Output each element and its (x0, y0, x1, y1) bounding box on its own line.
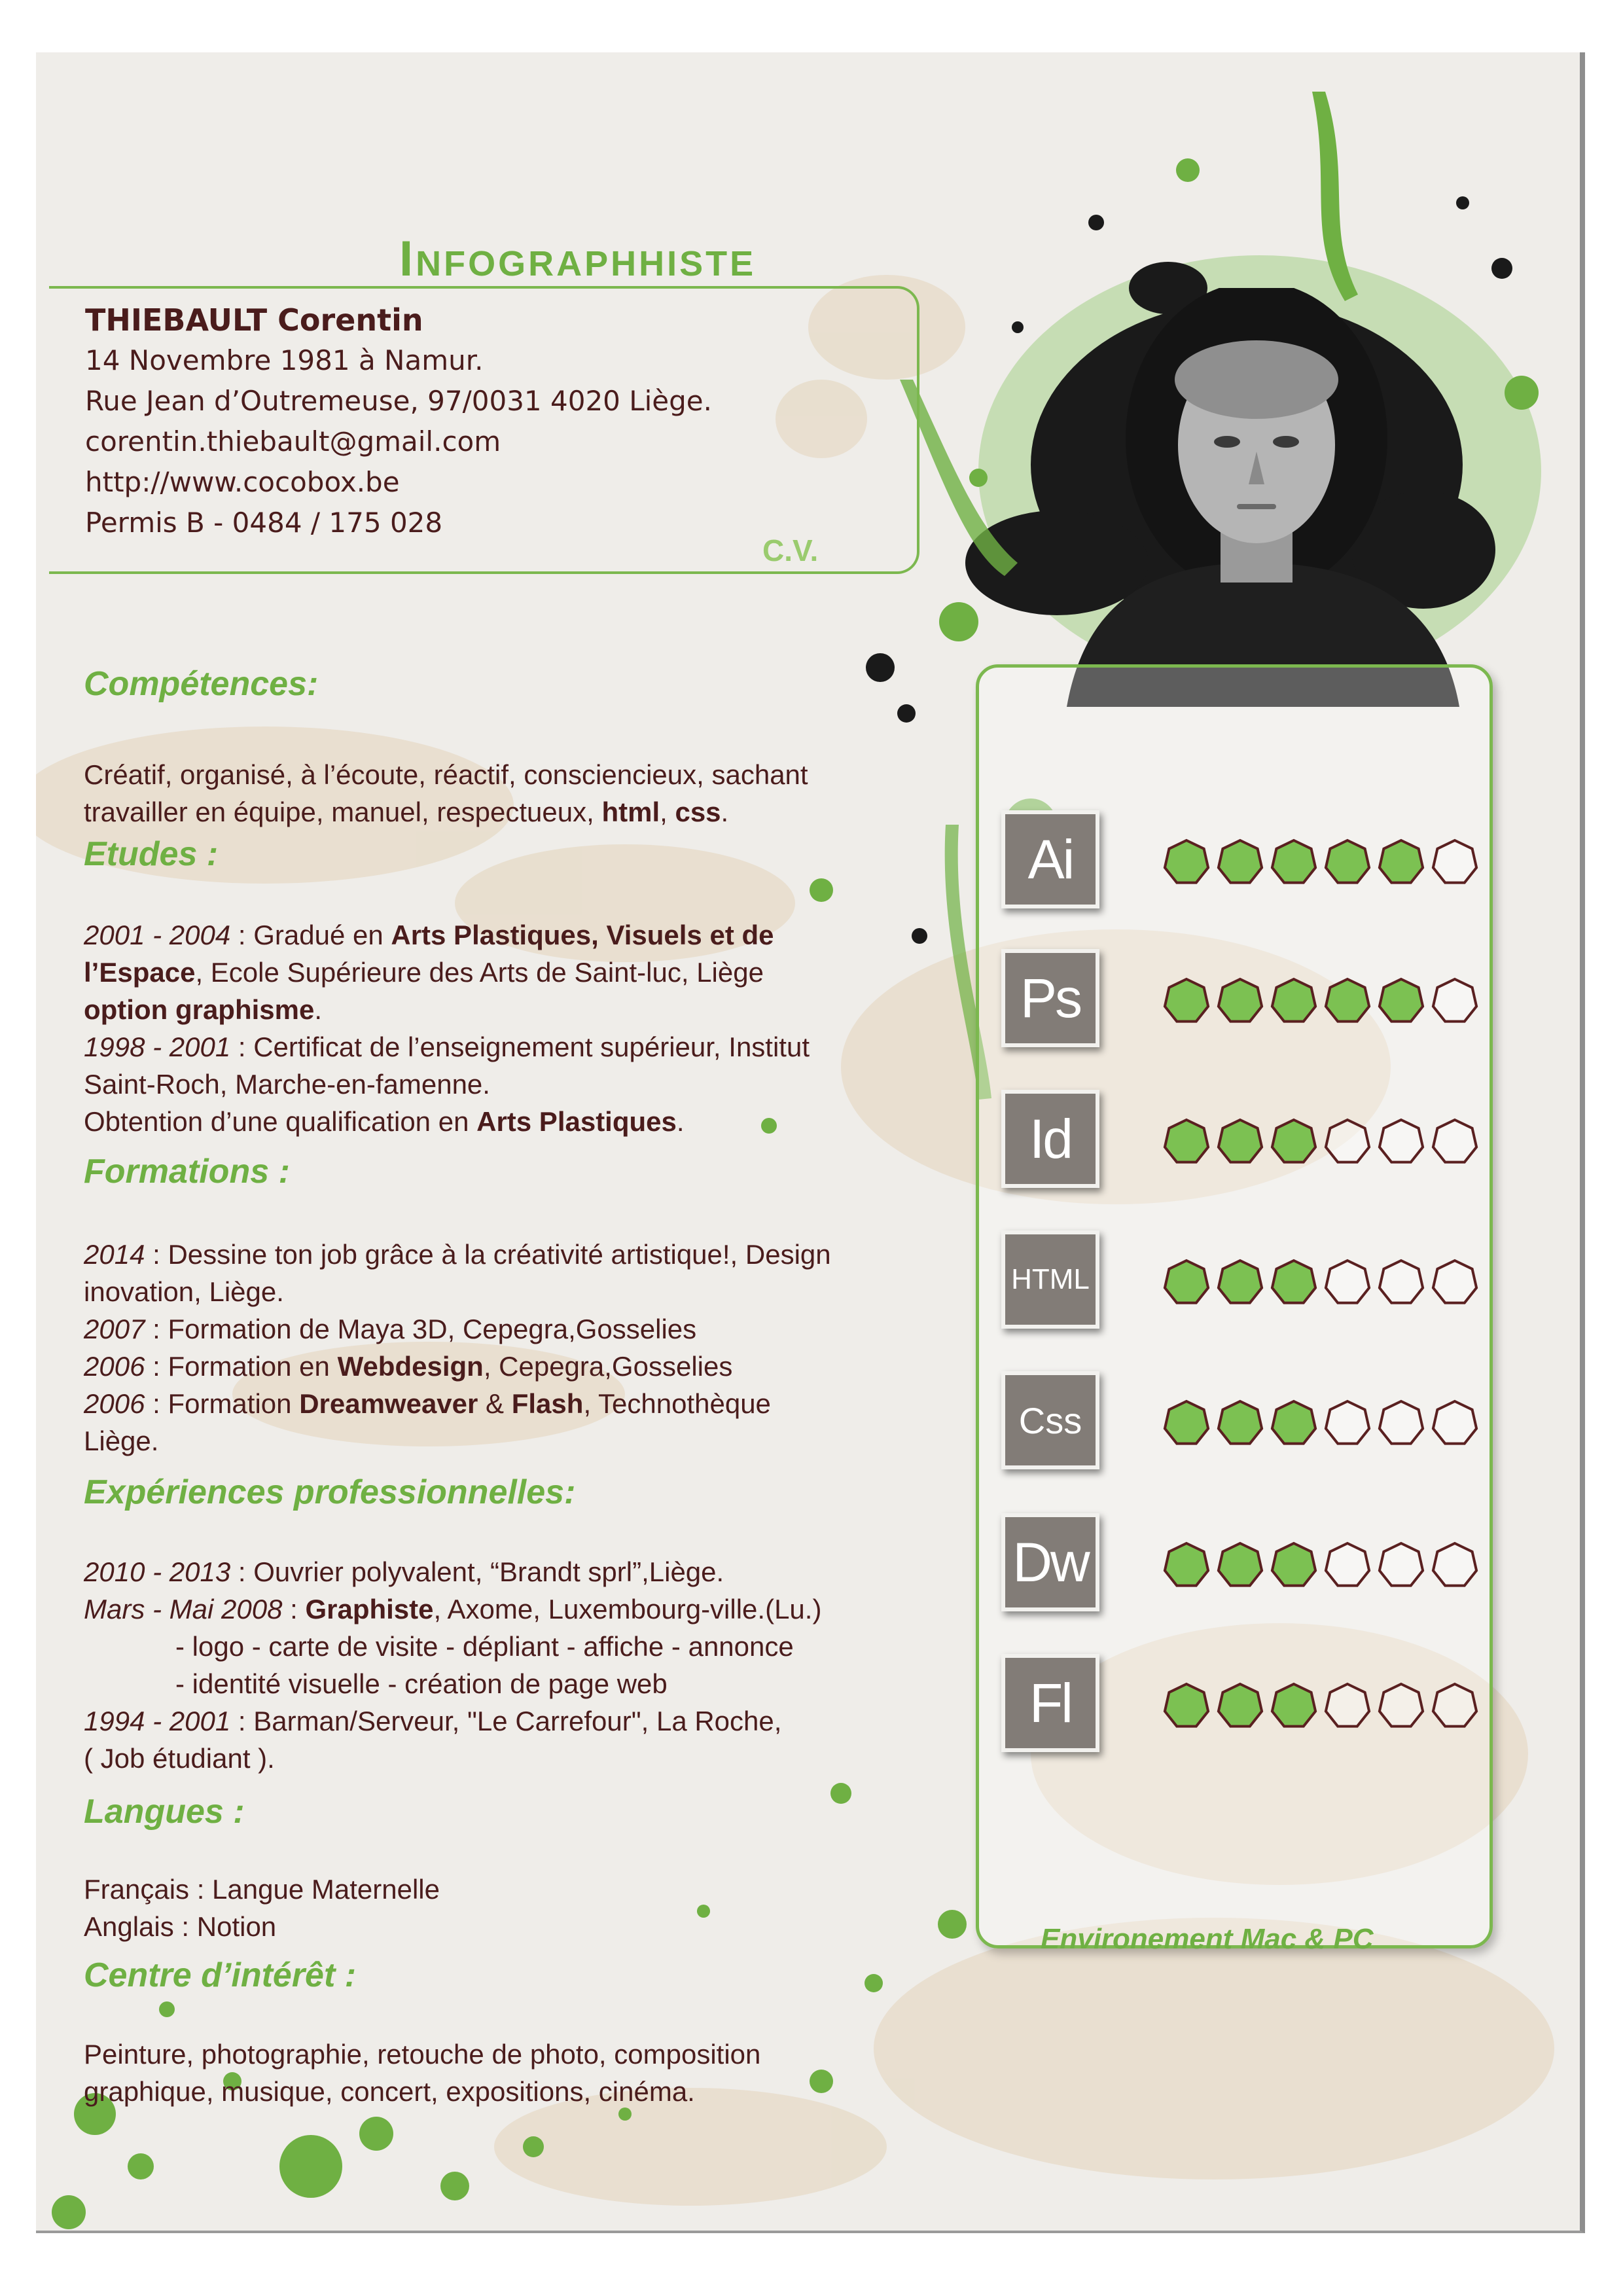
rating-hexagon-empty (1433, 840, 1476, 883)
formation-line (84, 1310, 831, 1348)
rating-hexagon-empty (1380, 1120, 1423, 1162)
birth-info: 14 Novembre 1981 à Namur. (85, 344, 484, 376)
rating-hexagon-filled (1219, 1261, 1262, 1303)
date: 2010 - 2013 (84, 1556, 231, 1587)
formations-title: Formations : (84, 1153, 290, 1191)
rating-hexagon-filled (1165, 1401, 1208, 1444)
experience-line (84, 1590, 821, 1628)
skill-rating (1162, 836, 1482, 889)
rating-hexagon-empty (1433, 1401, 1476, 1444)
date: 2001 - 2004 (84, 920, 231, 950)
date: 2007 (84, 1314, 145, 1344)
formation-line: Liège. (84, 1426, 159, 1456)
text: , (660, 797, 675, 827)
rating-hexagon-filled (1326, 979, 1369, 1022)
text-bold: Arts Plastiques, Visuels et de (391, 920, 774, 950)
experiences-title: Expériences professionnelles: (84, 1473, 576, 1511)
interets-line: graphique, musique, concert, expositions, cinéma. (84, 2076, 695, 2107)
rating-hexagon-empty (1433, 1684, 1476, 1727)
skill-css: css (675, 797, 721, 827)
text-bold: Webdesign (337, 1351, 484, 1382)
text: . (721, 797, 729, 827)
text: : Ouvrier polyvalent, “Brandt sprl”,Liège. (230, 1556, 724, 1587)
job-title-rest: NFOGRAPHHISTE (416, 244, 757, 283)
rating-hexagon-filled (1272, 840, 1315, 883)
address: Rue Jean d’Outremeuse, 97/0031 4020 Liège. (85, 385, 713, 417)
portrait-photo (988, 288, 1525, 707)
rating-hexagon-filled (1165, 1684, 1208, 1727)
text: . (314, 994, 323, 1025)
permit-phone: Permis B - 0484 / 175 028 (85, 507, 443, 539)
etude-line (84, 954, 810, 991)
rating-hexagon-empty (1433, 1261, 1476, 1303)
text-bold: Dreamweaver (299, 1388, 478, 1419)
text-bold: l’Espace (84, 957, 196, 988)
formation-line (84, 1348, 831, 1385)
rating-hexagon-filled (1165, 1120, 1208, 1162)
rating-hexagon-filled (1272, 1120, 1315, 1162)
rating-hexagon-empty (1326, 1684, 1369, 1727)
website[interactable]: http://www.cocobox.be (85, 466, 400, 498)
text: : Formation en (145, 1351, 338, 1382)
skill-rating (1162, 1116, 1482, 1168)
rating-hexagon-empty (1326, 1120, 1369, 1162)
interets-line: Peinture, photographie, retouche de photo, composition (84, 2039, 761, 2070)
indesign-icon: Id (1001, 1090, 1099, 1188)
photoshop-icon: Ps (1001, 949, 1099, 1047)
cv-label: C.V. (762, 533, 819, 567)
rating-hexagon-filled (1272, 1261, 1315, 1303)
text-bold: Arts Plastiques (476, 1106, 677, 1137)
rating-hexagon-empty (1433, 1543, 1476, 1586)
experience-line (84, 1553, 821, 1590)
rating-hexagon-filled (1272, 979, 1315, 1022)
formation-line (84, 1385, 831, 1422)
rating-hexagon-filled (1219, 979, 1262, 1022)
text: , Cepegra,Gosselies (483, 1351, 733, 1382)
rating-hexagon-empty (1380, 1261, 1423, 1303)
rating-hexagon-filled (1272, 1543, 1315, 1586)
text: & (478, 1388, 512, 1419)
rating-hexagon-filled (1380, 840, 1423, 883)
text: : Gradué en (230, 920, 391, 950)
date: 1998 - 2001 (84, 1031, 231, 1062)
text: . (676, 1106, 685, 1137)
date: 2006 (84, 1388, 145, 1419)
rating-hexagon-filled (1326, 840, 1369, 883)
text: , Ecole Supérieure des Arts de Saint-luc, Liège (195, 957, 764, 988)
skill-rating (1162, 975, 1482, 1028)
date: Mars - Mai 2008 (84, 1594, 283, 1624)
competences-line (84, 793, 808, 831)
date: 2014 (84, 1239, 145, 1270)
interets-body (84, 2036, 760, 2110)
etude-line (84, 916, 810, 954)
text: travailler en équipe, manuel, respectueux, (84, 797, 602, 827)
text: , Technothèque (583, 1388, 771, 1419)
etudes-title: Etudes : (84, 835, 219, 873)
date: 1994 - 2001 (84, 1706, 231, 1736)
full-name: THIEBAULT Corentin (85, 302, 423, 338)
rating-hexagon-empty (1326, 1261, 1369, 1303)
rating-hexagon-filled (1165, 1261, 1208, 1303)
rating-hexagon-filled (1165, 979, 1208, 1022)
competences-body (84, 756, 808, 831)
rating-hexagon-filled (1219, 1120, 1262, 1162)
rating-hexagon-filled (1219, 840, 1262, 883)
job-title-initial: I (399, 231, 416, 287)
email[interactable]: corentin.thiebault@gmail.com (85, 425, 501, 457)
formations-body (84, 1236, 831, 1460)
langues-body (84, 1871, 440, 1945)
text: , Axome, Luxembourg-ville.(Lu.) (433, 1594, 822, 1624)
contact-block (85, 300, 712, 543)
langue-line: Français : Langue Maternelle (84, 1874, 440, 1905)
etude-line: Saint-Roch, Marche-en-famenne. (84, 1069, 490, 1100)
experience-line: ( Job étudiant ). (84, 1743, 275, 1774)
rating-hexagon-filled (1165, 1543, 1208, 1586)
competences-title: Compétences: (84, 665, 319, 703)
skill-rating (1162, 1539, 1482, 1592)
text: : Certificat de l’enseignement supérieur, Institut (230, 1031, 810, 1062)
formation-line (84, 1236, 831, 1273)
etude-line (84, 991, 810, 1028)
dreamweaver-icon: Dw (1001, 1513, 1099, 1611)
text: : Dessine ton job grâce à la créativité artistique!, Design (145, 1239, 831, 1270)
text: : Formation de Maya 3D, Cepegra,Gosselies (145, 1314, 697, 1344)
text-bold: Graphiste (305, 1594, 434, 1624)
rating-hexagon-empty (1433, 1120, 1476, 1162)
rating-hexagon-empty (1380, 1401, 1423, 1444)
text-bold: option graphisme (84, 994, 315, 1025)
rating-hexagon-empty (1326, 1543, 1369, 1586)
etude-line (84, 1028, 810, 1066)
interets-title: Centre d’intérêt : (84, 1956, 357, 1994)
experience-subline: - logo - carte de visite - dépliant - affiche - annonce (175, 1631, 794, 1662)
skill-html: html (601, 797, 660, 827)
environment-label: Environement Mac & PC (1041, 1923, 1374, 1955)
text: Obtention d’une qualification en (84, 1106, 477, 1137)
competences-line: Créatif, organisé, à l’écoute, réactif, consciencieux, sachant (84, 759, 808, 790)
rating-hexagon-filled (1272, 1684, 1315, 1727)
text: : (282, 1594, 306, 1624)
html-icon: HTML (1001, 1230, 1099, 1329)
etude-line (84, 1103, 810, 1140)
skill-rating (1162, 1257, 1482, 1309)
flash-icon: Fl (1001, 1654, 1099, 1752)
cv-page (36, 52, 1585, 2233)
rating-hexagon-filled (1165, 840, 1208, 883)
rating-hexagon-filled (1219, 1543, 1262, 1586)
formation-line: inovation, Liège. (84, 1276, 284, 1307)
text: : Formation (145, 1388, 300, 1419)
langues-title: Langues : (84, 1793, 245, 1831)
css-icon: Css (1001, 1371, 1099, 1469)
langue-line: Anglais : Notion (84, 1911, 277, 1942)
text: : Barman/Serveur, "Le Carrefour", La Roche, (230, 1706, 782, 1736)
illustrator-icon: Ai (1001, 810, 1099, 908)
skill-rating (1162, 1397, 1482, 1450)
experience-line (84, 1702, 821, 1740)
rating-hexagon-filled (1219, 1401, 1262, 1444)
job-title (399, 230, 756, 287)
text-bold: Flash (511, 1388, 584, 1419)
etudes-body (84, 916, 810, 1140)
experiences-body (84, 1553, 821, 1777)
skill-rating (1162, 1680, 1482, 1732)
rating-hexagon-filled (1272, 1401, 1315, 1444)
rating-hexagon-filled (1219, 1684, 1262, 1727)
rating-hexagon-empty (1326, 1401, 1369, 1444)
date: 2006 (84, 1351, 145, 1382)
rating-hexagon-empty (1380, 1543, 1423, 1586)
rating-hexagon-empty (1433, 979, 1476, 1022)
rating-hexagon-filled (1380, 979, 1423, 1022)
rating-hexagon-empty (1380, 1684, 1423, 1727)
experience-subline: - identité visuelle - création de page web (175, 1668, 668, 1699)
